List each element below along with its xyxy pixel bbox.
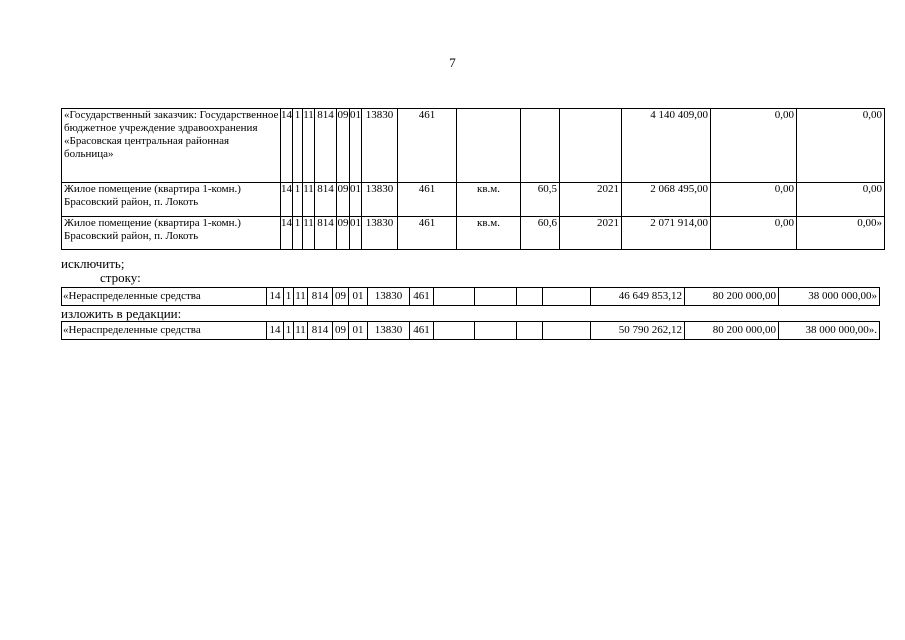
old-row-table xyxy=(61,287,880,306)
code-cell: 1 xyxy=(293,217,303,250)
empty-cell xyxy=(434,322,475,340)
code-cell: 11 xyxy=(303,109,315,183)
exclude-text: исключить; xyxy=(61,256,125,271)
code-cell: 09 xyxy=(333,322,349,340)
new-row-table xyxy=(61,321,880,340)
unit-cell: кв.м. xyxy=(457,217,521,250)
code-cell: 814 xyxy=(308,288,333,306)
code-cell: 01 xyxy=(350,109,362,183)
code-cell: 13830 xyxy=(362,109,398,183)
unit-cell xyxy=(457,109,521,183)
code-cell: 13830 xyxy=(362,217,398,250)
code-cell: 09 xyxy=(333,288,349,306)
row-name: Жилое помещение (квартира 1-комн.) Брасовский район, п. Локоть xyxy=(62,183,281,217)
code-cell: 461 xyxy=(410,288,434,306)
amount-cell: 2 068 495,00 xyxy=(622,183,711,217)
code-cell: 814 xyxy=(315,217,337,250)
year-cell: 2021 xyxy=(560,183,622,217)
code-cell: 01 xyxy=(350,217,362,250)
code-cell: 11 xyxy=(294,288,308,306)
row-name: «Государственный заказчик: Государственное бюджетное учреждение здравоохранения «Брасовская центральная районная больница» xyxy=(62,109,281,183)
table-row xyxy=(62,109,885,183)
empty-cell xyxy=(475,288,517,306)
table-row xyxy=(62,288,880,306)
amount-cell: 0,00 xyxy=(797,109,885,183)
code-cell: 814 xyxy=(315,183,337,217)
empty-cell xyxy=(475,322,517,340)
table-row xyxy=(62,322,880,340)
code-cell: 1 xyxy=(293,183,303,217)
empty-cell xyxy=(543,322,591,340)
unit-cell: кв.м. xyxy=(457,183,521,217)
code-cell: 14 xyxy=(281,183,293,217)
table-row xyxy=(62,217,885,250)
amount-cell: 80 200 000,00 xyxy=(685,322,779,340)
amount-cell: 38 000 000,00». xyxy=(779,322,880,340)
amount-cell: 38 000 000,00» xyxy=(779,288,880,306)
code-cell: 461 xyxy=(398,183,457,217)
code-cell: 461 xyxy=(398,109,457,183)
code-cell: 814 xyxy=(308,322,333,340)
code-cell: 14 xyxy=(281,217,293,250)
code-cell: 09 xyxy=(337,183,350,217)
code-cell: 13830 xyxy=(368,322,410,340)
code-cell: 461 xyxy=(398,217,457,250)
amount-cell: 80 200 000,00 xyxy=(685,288,779,306)
code-cell: 814 xyxy=(315,109,337,183)
code-cell: 01 xyxy=(349,288,368,306)
code-cell: 01 xyxy=(350,183,362,217)
code-cell: 1 xyxy=(293,109,303,183)
empty-cell xyxy=(543,288,591,306)
table-row xyxy=(62,183,885,217)
row-name: «Нераспределенные средства xyxy=(62,288,267,306)
amount-cell: 0,00» xyxy=(797,217,885,250)
quantity-cell: 60,6 xyxy=(521,217,560,250)
code-cell: 14 xyxy=(281,109,293,183)
main-table xyxy=(61,108,885,250)
amount-cell: 4 140 409,00 xyxy=(622,109,711,183)
code-cell: 13830 xyxy=(362,183,398,217)
amount-cell: 0,00 xyxy=(711,109,797,183)
row-name: «Нераспределенные средства xyxy=(62,322,267,340)
empty-cell xyxy=(517,288,543,306)
code-cell: 11 xyxy=(303,183,315,217)
page-number: 7 xyxy=(449,55,456,70)
quantity-cell xyxy=(521,109,560,183)
edit-text: изложить в редакции: xyxy=(61,306,182,321)
code-cell: 1 xyxy=(284,322,294,340)
code-cell: 14 xyxy=(267,322,284,340)
amount-cell: 0,00 xyxy=(711,183,797,217)
code-cell: 09 xyxy=(337,109,350,183)
empty-cell xyxy=(517,322,543,340)
year-cell xyxy=(560,109,622,183)
year-cell: 2021 xyxy=(560,217,622,250)
code-cell: 09 xyxy=(337,217,350,250)
empty-cell xyxy=(434,288,475,306)
amount-cell: 46 649 853,12 xyxy=(591,288,685,306)
code-cell: 01 xyxy=(349,322,368,340)
code-cell: 14 xyxy=(267,288,284,306)
amount-cell: 0,00 xyxy=(797,183,885,217)
quantity-cell: 60,5 xyxy=(521,183,560,217)
row-text: строку: xyxy=(100,270,141,285)
code-cell: 1 xyxy=(284,288,294,306)
code-cell: 13830 xyxy=(368,288,410,306)
amount-cell: 0,00 xyxy=(711,217,797,250)
amount-cell: 2 071 914,00 xyxy=(622,217,711,250)
row-name: Жилое помещение (квартира 1-комн.) Брасовский район, п. Локоть xyxy=(62,217,281,250)
code-cell: 461 xyxy=(410,322,434,340)
code-cell: 11 xyxy=(294,322,308,340)
amount-cell: 50 790 262,12 xyxy=(591,322,685,340)
code-cell: 11 xyxy=(303,217,315,250)
